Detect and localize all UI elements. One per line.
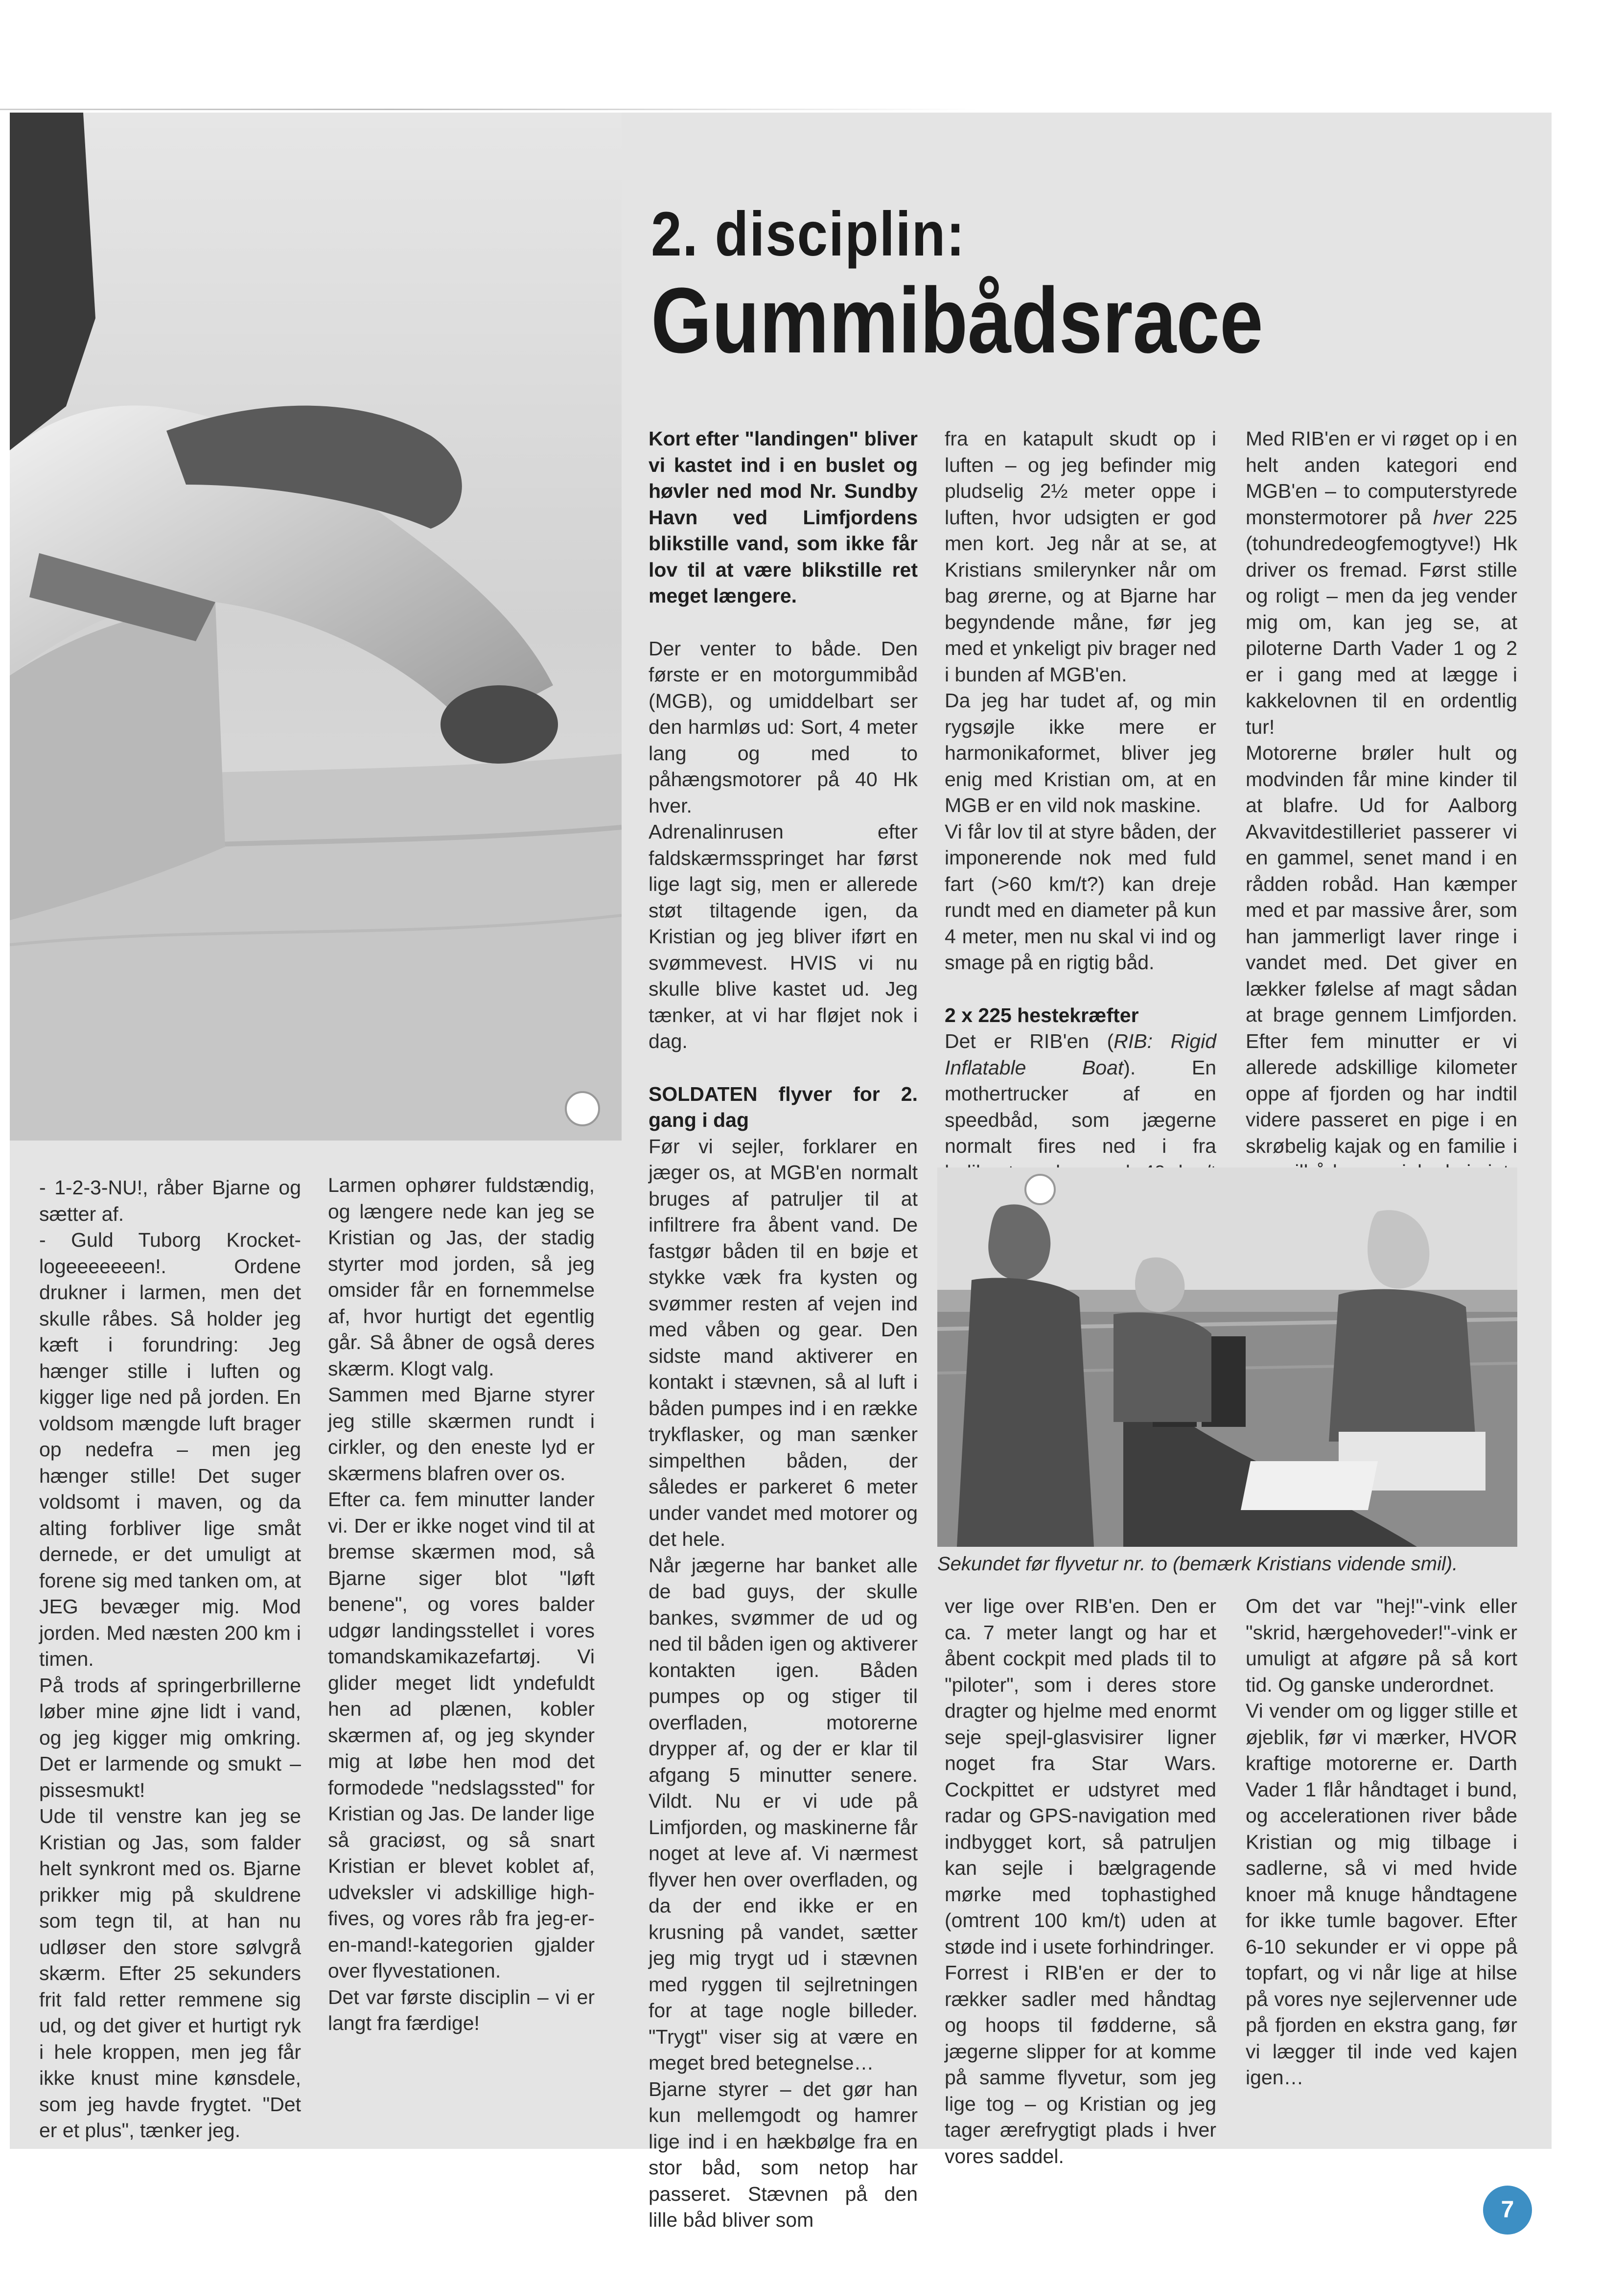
text-column-5-top (1246, 426, 1517, 1186)
paragraph: Når jægerne har banket alle de bad guys, der skulle bankes, svømmer de ud og ned til båden igen og aktiverer kontakten igen. Båden pumpes op og stiger til overfladen, motorerne drypper af, og der er klar til afgang 5 minutter senere. Vildt. Nu er vi ude på Limfjorden, og maskinerne får noget at leve af. Vi nærmest flyver hen over overfladen, og da der end ikke er en krusning på vandet, sætter jeg mig trygt ud i stævnen med ryggen til sejlretningen for at tage nogle billeder. "Trygt" viser sig at være en meget bred betegnelse… (649, 1554, 918, 2074)
text-column-1 (39, 1175, 301, 2144)
paragraph: Adrenalinrusen efter faldskærmsspringet har først lige lagt sig, men er allerede støt tiltagende igen, da Kristian og jeg bliver iført en svømmevest. HVIS vi nu skulle blive kastet ud. Jeg tænker, at vi har fløjet nok i dag. (649, 820, 918, 1052)
text-column-4-bottom (945, 1593, 1216, 2169)
paragraph: Der venter to både. Den første er en motorgummibåd (MGB), og umiddelbart ser den harmløs ud: Sort, 4 meter lang og med to påhængsmotorer på 40 Hk hver. (649, 637, 918, 817)
italic-text: hver (1433, 506, 1472, 529)
text-span: ). En mothertrucker af en speedbåd, som jægerne normalt fires ned i fra (945, 1056, 1216, 1157)
text-column-4-top (945, 426, 1216, 1212)
article-title-line2: Gummibådsrace (651, 269, 1263, 373)
text-span: Det er RIB'en ( (945, 1030, 1114, 1052)
paragraph: fra en katapult skudt op i luften – og jeg befinder mig pludselig 2½ meter oppe i luften, hvor udsigten er god men kort. Jeg når at se, at Kristians smilerynker når om bag ørerne, og at Bjarne har begyndende måne, før jeg med et ynkeligt piv brager ned i bunden af MGB'en. (945, 427, 1216, 686)
lead-paragraph: Kort efter "landingen" bliver vi kastet ind i en buslet og høvler ned mod Nr. Sundby Havn ved Limfjordens blikstille vand, som ikke får lov til at være blikstille ret meget længere. (649, 427, 918, 607)
paragraph: - Guld Tuborg Krocket-logeeeeeeen!. Ordene drukner i larmen, men det skulle råbes. Så holder jeg kæft i forundring: Jeg hænger stille i luften og kigger lige ned på jorden. En voldsom mængde luft brager op nedefra – men jeg hænger stille! Det suger voldsomt i maven, og da alting forbliver lige småt dernede, er det umuligt at forene sig med tanken om, at JEG bevæger mig. Mod jorden. Med næsten 200 km i timen. (39, 1229, 301, 1670)
skydiver-photo (10, 113, 622, 1141)
paragraph: - 1-2-3-NU!, råber Bjarne og sætter af. (39, 1176, 301, 1225)
article-title-line1: 2. disciplin: (651, 199, 966, 269)
paragraph: ver lige over RIB'en. Den er ca. 7 meter langt og har et åbent cockpit med plads til to "piloter", som i deres store dragter og hjelme med enormt seje spejl-glasvisirer ligner noget fra Star Wars. Cockpittet er udstyret med radar og GPS-navigation med indbygget kort, så patruljen kan sejle i bælgragende mørke med tophastighed (omtrent 100 km/t) uden at støde ind i usete forhindringer. (945, 1595, 1216, 1958)
page-number-badge: 7 (1483, 2186, 1532, 2235)
paragraph: Vi får lov til at styre båden, der imponerende nok med fuld fart (>60 km/t?) kan dreje rundt med en diameter på kun 4 meter, men nu skal vi ind og smage på en rigtig båd. (945, 820, 1216, 974)
paragraph: Om det var "hej!"-vink eller "skrid, hærgehoveder!"-vink er umuligt at afgøre på så kort tid. Og ganske underordnet. (1246, 1595, 1517, 1696)
paragraph: Før vi sejler, forklarer en jæger os, at MGB'en normalt bruges af patruljer til at infiltrere fra åbent vand. De fastgør båden til en bøje et stykke væk fra kysten og svømmer resten af vejen ind med våben og gear. Den sidste mand aktiverer en kontakt i stævnen, så al luft i båden pumpes ind i en række trykflasker, og man sænker simpelthen båden, der således er parkeret 6 meter under vandet med motorer og det hele. (649, 1135, 918, 1550)
text-column-2 (328, 1172, 595, 2037)
paragraph: Sammen med Bjarne styrer jeg stille skærmen rundt i cirkler, og den eneste lyd er skærmens blafren over os. (328, 1383, 595, 1485)
scan-artifact-line (0, 109, 979, 110)
paragraph: Bjarne styrer – det gør han kun mellemgodt og hamrer lige ind i en hækbølge fra en stor båd, som netop har passeret. Stævnen på den lille båd bliver som (649, 2077, 918, 2231)
paragraph: Ude til venstre kan jeg se Kristian og Jas, som falder helt synkront med os. Bjarne prikker mig på skuldrene som tegn til, at han nu udløser den store sølvgrå skærm. Efter 25 sekunders frit fald retter remmene sig ud, og det giver et hurtigt ryk i hele kroppen, men jeg får ikke knust mine kønsdele, som jeg havde frygtet. "Det er et plus", tænker jeg. (39, 1805, 301, 2142)
paragraph: Larmen ophører fuldstændig, og længere nede kan jeg se Kristian og Jas, der stadig styrter mod jorden, så jeg omsider får en fornemmelse af, hvor hurtigt det egentlig går. Så åbner de også deres skærm. Klogt valg. (328, 1174, 595, 1380)
paragraph: På trods af springerbrillerne løber mine øjne lidt i vand, og jeg kigger mig omkring. Det er larmende og smukt – pissesmukt! (39, 1674, 301, 1801)
paragraph: Motorerne brøler hult og modvinden får mine kinder til at blafre. Ud for Aalborg Akvavitdestilleriet passerer vi en gammel, senet mand i en rådden robåd. Han kæmper med et par massive årer, som han jammerligt laver ringe i vandet med. Det giver en lækker følelse af magt sådan at brage gennem Limfjorden. Efter fem minutter er vi allerede adskillige kilometer oppe af fjorden og har indtil videre passeret en pige i en skrøbelig kajak og en familie i (1246, 742, 1517, 1157)
paragraph: Vi vender om og ligger stille et øjeblik, før vi mærker, HVOR kraftige motorerne er. Darth Vader 1 flår håndtaget i bund, og accelerationen river både Kristian og mig tilbage i sadlerne, så vi med hvide knoer må knuge håndtagene for ikke tumle bagover. Efter 6-10 sekunder er vi oppe på topfart, og vi når lige at hilse på vores nye sejlervenner ude på fjorden en ekstra gang, før vi lægger til inde ved kajen igen… (1246, 1700, 1517, 2089)
paragraph: Da jeg har tudet af, og min rygsøjle ikke mere er harmonikaformet, bliver jeg enig med Kristian om, at en MGB er en vild nok maskine. (945, 689, 1216, 816)
text-span: 225 (tohundredeogfemogtyve!) Hk driver os fremad. Først stille og roligt – men da jeg vender mig om, kan jeg se, at piloterne Darth Vader 1 og 2 er i gang med at lægge i kakkelovnen til en ordentlig tur! (1246, 506, 1517, 738)
text-span: Med RIB'en er vi røget op i en helt anden kategori end MGB'en – to computerstyrede monstermotorer på (1246, 427, 1517, 529)
paragraph: Det var første disciplin – vi er langt fra færdige! (328, 1985, 595, 2034)
paragraph: Efter ca. fem minutter lander vi. Der er ikke noget vind til at bremse skærmen mod, så Bjarne siger blot "løft benene", og vores balder udgør landingsstellet i vores tomandskamikazefartøj. Vi glider meget lidt yndefuldt hen ad plænen, kobler skærmen af, og jeg skynder mig at løbe hen mod det formodede "nedslagssted" for Kristian og Jas. De lander lige så graciøst, og så snart Kristian er blevet koblet af, udveksler vi adskillige high-fives, og vores råb fra jeg-er-en-mand!-kategorien gjalder over flyvestationen. (328, 1488, 595, 1982)
subheading: SOLDATEN flyver for 2. gang i dag (649, 1082, 918, 1131)
boat-photo (937, 1167, 1517, 1547)
photo-caption: Sekundet før flyvetur nr. to (bemærk Kristians vidende smil). (937, 1553, 1458, 1575)
paragraph (1246, 426, 1517, 740)
subheading: 2 x 225 hestekræfter (945, 1003, 1139, 1026)
text-column-5-bottom (1246, 1593, 1517, 2091)
text-column-3 (649, 426, 918, 2234)
paragraph: Forrest i RIB'en er der to rækker sadler med håndtag og hoops til fødderne, så jægerne slipper for at komme på samme flyvetur, som jeg lige tog – og Kristian og jeg tager ærefrygtigt plads i hver vores saddel. (945, 1961, 1216, 2167)
italic-text: RIB: Rigid Inflatable Boat (945, 1030, 1216, 1079)
